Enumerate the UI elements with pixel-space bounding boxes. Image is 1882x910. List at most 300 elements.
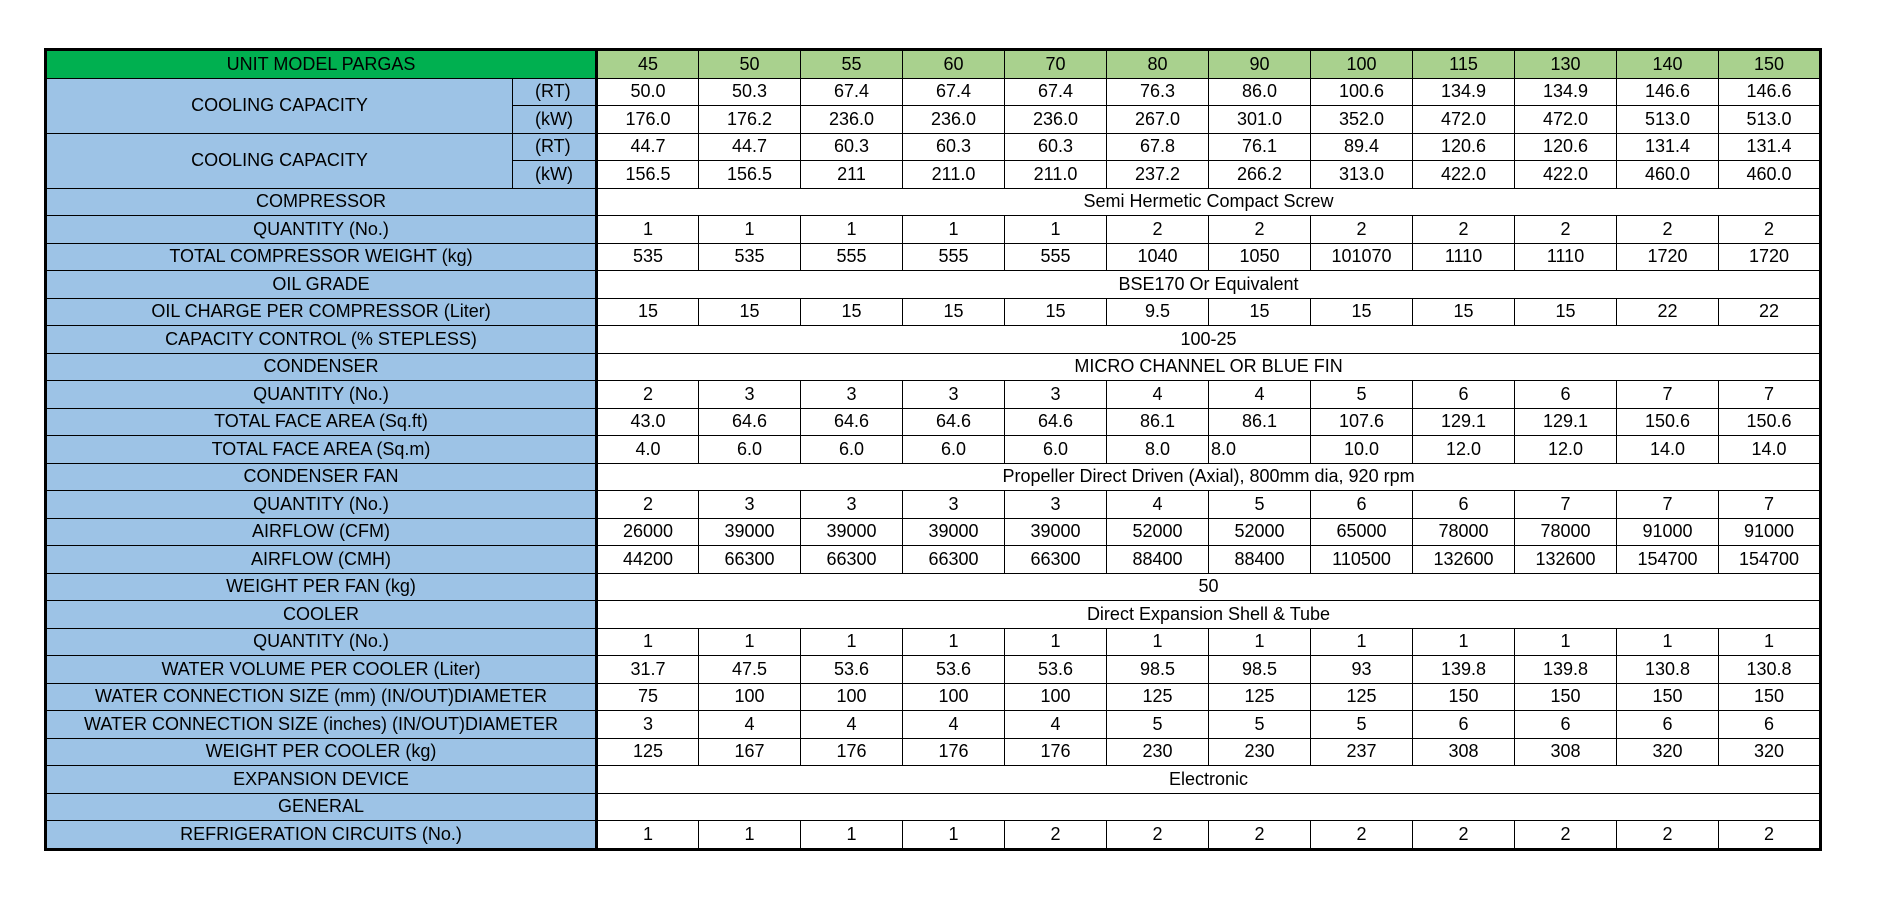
value-cell: 64.6 (1005, 408, 1107, 436)
value-cell: 12.0 (1515, 436, 1617, 464)
value-cell: 47.5 (699, 656, 801, 684)
value-cell: 31.7 (597, 656, 699, 684)
model-header-cell: 45 (597, 50, 699, 79)
value-cell: 6.0 (699, 436, 801, 464)
value-cell: 60.3 (801, 133, 903, 161)
value-cell: 2 (1107, 821, 1209, 850)
value-cell: 3 (801, 491, 903, 519)
value-cell: 130.8 (1617, 656, 1719, 684)
value-cell: 5 (1311, 711, 1413, 739)
span-value-cell: Direct Expansion Shell & Tube (597, 601, 1821, 629)
value-cell: 4 (1107, 381, 1209, 409)
row-label: COMPRESSOR (46, 188, 597, 216)
value-cell: 1110 (1515, 243, 1617, 271)
value-cell: 1 (699, 821, 801, 850)
value-cell: 91000 (1617, 518, 1719, 546)
value-cell: 352.0 (1311, 106, 1413, 134)
table-row (46, 766, 1821, 794)
table-row (46, 518, 1821, 546)
value-cell: 460.0 (1719, 161, 1821, 189)
value-cell: 313.0 (1311, 161, 1413, 189)
cooling-capacity-label: COOLING CAPACITY (46, 78, 513, 133)
row-label: TOTAL FACE AREA (Sq.m) (46, 436, 597, 464)
value-cell: 53.6 (1005, 656, 1107, 684)
value-cell: 1 (597, 821, 699, 850)
value-cell: 2 (1311, 216, 1413, 244)
value-cell: 88400 (1107, 546, 1209, 574)
row-label: EXPANSION DEVICE (46, 766, 597, 794)
value-cell: 86.1 (1107, 408, 1209, 436)
value-cell: 91000 (1719, 518, 1821, 546)
value-cell: 15 (1311, 298, 1413, 326)
value-cell: 7 (1719, 491, 1821, 519)
model-header-cell: 50 (699, 50, 801, 79)
value-cell: 146.6 (1719, 78, 1821, 106)
value-cell: 472.0 (1515, 106, 1617, 134)
value-cell: 2 (1413, 216, 1515, 244)
value-cell: 4 (801, 711, 903, 739)
table-row (46, 216, 1821, 244)
value-cell: 98.5 (1107, 656, 1209, 684)
value-cell: 513.0 (1719, 106, 1821, 134)
row-label: TOTAL COMPRESSOR WEIGHT (kg) (46, 243, 597, 271)
table-row (46, 326, 1821, 354)
table-row (46, 78, 1821, 106)
value-cell: 3 (1005, 491, 1107, 519)
value-cell: 7 (1617, 381, 1719, 409)
value-cell: 320 (1719, 738, 1821, 766)
value-cell: 64.6 (699, 408, 801, 436)
value-cell: 67.4 (801, 78, 903, 106)
value-cell: 6 (1413, 381, 1515, 409)
value-cell: 100 (903, 683, 1005, 711)
value-cell: 44.7 (597, 133, 699, 161)
unit-label: (kW) (513, 106, 597, 134)
value-cell: 211.0 (903, 161, 1005, 189)
value-cell: 44200 (597, 546, 699, 574)
spec-table-body (46, 50, 1821, 850)
value-cell: 120.6 (1413, 133, 1515, 161)
value-cell: 4 (699, 711, 801, 739)
value-cell: 1 (1719, 628, 1821, 656)
value-cell: 1 (699, 216, 801, 244)
value-cell: 230 (1107, 738, 1209, 766)
value-cell: 44.7 (699, 133, 801, 161)
value-cell: 1 (903, 628, 1005, 656)
value-cell: 422.0 (1515, 161, 1617, 189)
value-cell: 1 (699, 628, 801, 656)
value-cell: 10.0 (1311, 436, 1413, 464)
value-cell: 555 (1005, 243, 1107, 271)
table-row (46, 408, 1821, 436)
value-cell: 53.6 (801, 656, 903, 684)
value-cell: 1050 (1209, 243, 1311, 271)
model-header-cell: 115 (1413, 50, 1515, 79)
value-cell: 66300 (801, 546, 903, 574)
row-label: WEIGHT PER COOLER (kg) (46, 738, 597, 766)
spec-table (44, 48, 1822, 851)
value-cell: 1040 (1107, 243, 1209, 271)
value-cell: 6.0 (801, 436, 903, 464)
value-cell: 78000 (1413, 518, 1515, 546)
unit-label: (kW) (513, 161, 597, 189)
value-cell: 125 (1209, 683, 1311, 711)
value-cell: 150 (1719, 683, 1821, 711)
value-cell: 1 (1311, 628, 1413, 656)
model-header-cell: 55 (801, 50, 903, 79)
value-cell: 100 (699, 683, 801, 711)
value-cell: 67.4 (1005, 78, 1107, 106)
model-header-cell: 70 (1005, 50, 1107, 79)
value-cell: 86.0 (1209, 78, 1311, 106)
value-cell: 6 (1311, 491, 1413, 519)
value-cell: 64.6 (903, 408, 1005, 436)
value-cell: 1720 (1617, 243, 1719, 271)
value-cell: 6 (1515, 381, 1617, 409)
value-cell: 2 (1311, 821, 1413, 850)
value-cell: 14.0 (1719, 436, 1821, 464)
value-cell: 236.0 (801, 106, 903, 134)
value-cell: 1 (903, 216, 1005, 244)
value-cell: 39000 (801, 518, 903, 546)
table-row (46, 656, 1821, 684)
value-cell: 176 (801, 738, 903, 766)
value-cell: 150.6 (1719, 408, 1821, 436)
span-value-cell: MICRO CHANNEL OR BLUE FIN (597, 353, 1821, 381)
value-cell: 308 (1413, 738, 1515, 766)
table-row (46, 243, 1821, 271)
value-cell: 6 (1617, 711, 1719, 739)
value-cell: 236.0 (1005, 106, 1107, 134)
value-cell: 43.0 (597, 408, 699, 436)
value-cell: 3 (903, 491, 1005, 519)
value-cell: 6.0 (903, 436, 1005, 464)
value-cell: 146.6 (1617, 78, 1719, 106)
value-cell: 93 (1311, 656, 1413, 684)
table-row (46, 298, 1821, 326)
span-value-cell: 50 (597, 573, 1821, 601)
value-cell: 6.0 (1005, 436, 1107, 464)
table-row (46, 601, 1821, 629)
value-cell: 3 (903, 381, 1005, 409)
value-cell: 15 (903, 298, 1005, 326)
value-cell: 150 (1413, 683, 1515, 711)
value-cell: 1 (801, 216, 903, 244)
model-header-cell: 100 (1311, 50, 1413, 79)
value-cell: 3 (1005, 381, 1107, 409)
value-cell: 6 (1413, 711, 1515, 739)
value-cell: 22 (1617, 298, 1719, 326)
value-cell: 301.0 (1209, 106, 1311, 134)
value-cell: 1110 (1413, 243, 1515, 271)
value-cell: 76.1 (1209, 133, 1311, 161)
row-label: QUANTITY (No.) (46, 628, 597, 656)
value-cell: 156.5 (699, 161, 801, 189)
table-row (46, 683, 1821, 711)
value-cell: 39000 (1005, 518, 1107, 546)
table-row (46, 628, 1821, 656)
table-row (46, 381, 1821, 409)
value-cell: 422.0 (1413, 161, 1515, 189)
row-label: WATER CONNECTION SIZE (inches) (IN/OUT)DIAMETER (46, 711, 597, 739)
value-cell: 66300 (699, 546, 801, 574)
span-value-cell: Semi Hermetic Compact Screw (597, 188, 1821, 216)
value-cell: 4 (1107, 491, 1209, 519)
value-cell: 4 (903, 711, 1005, 739)
value-cell: 176.2 (699, 106, 801, 134)
value-cell: 15 (1413, 298, 1515, 326)
value-cell: 237 (1311, 738, 1413, 766)
value-cell: 110500 (1311, 546, 1413, 574)
row-label: OIL CHARGE PER COMPRESSOR (Liter) (46, 298, 597, 326)
value-cell: 267.0 (1107, 106, 1209, 134)
value-cell: 88400 (1209, 546, 1311, 574)
row-label: QUANTITY (No.) (46, 381, 597, 409)
value-cell: 1 (1413, 628, 1515, 656)
value-cell: 2 (1719, 821, 1821, 850)
value-cell: 6 (1719, 711, 1821, 739)
value-cell: 1 (903, 821, 1005, 850)
value-cell: 156.5 (597, 161, 699, 189)
row-label: AIRFLOW (CFM) (46, 518, 597, 546)
value-cell: 12.0 (1413, 436, 1515, 464)
span-value-cell: BSE170 Or Equivalent (597, 271, 1821, 299)
unit-label: (RT) (513, 133, 597, 161)
value-cell: 134.9 (1413, 78, 1515, 106)
value-cell: 132600 (1413, 546, 1515, 574)
value-cell: 125 (597, 738, 699, 766)
value-cell: 66300 (903, 546, 1005, 574)
value-cell: 3 (597, 711, 699, 739)
value-cell: 2 (1617, 821, 1719, 850)
value-cell: 100.6 (1311, 78, 1413, 106)
value-cell: 3 (801, 381, 903, 409)
value-cell: 64.6 (801, 408, 903, 436)
value-cell: 125 (1107, 683, 1209, 711)
value-cell: 2 (1719, 216, 1821, 244)
value-cell: 535 (699, 243, 801, 271)
value-cell: 150 (1617, 683, 1719, 711)
value-cell: 2 (597, 491, 699, 519)
value-cell: 555 (903, 243, 1005, 271)
value-cell: 1 (1005, 628, 1107, 656)
value-cell: 139.8 (1413, 656, 1515, 684)
value-cell: 131.4 (1719, 133, 1821, 161)
row-label: GENERAL (46, 793, 597, 821)
value-cell: 75 (597, 683, 699, 711)
value-cell: 131.4 (1617, 133, 1719, 161)
value-cell: 78000 (1515, 518, 1617, 546)
value-cell: 154700 (1617, 546, 1719, 574)
value-cell: 2 (1107, 216, 1209, 244)
table-row (46, 463, 1821, 491)
value-cell: 98.5 (1209, 656, 1311, 684)
value-cell: 211 (801, 161, 903, 189)
row-label: QUANTITY (No.) (46, 216, 597, 244)
value-cell: 120.6 (1515, 133, 1617, 161)
row-label: WEIGHT PER FAN (kg) (46, 573, 597, 601)
table-row (46, 793, 1821, 821)
row-label: COOLER (46, 601, 597, 629)
span-value-cell: 100-25 (597, 326, 1821, 354)
value-cell: 320 (1617, 738, 1719, 766)
value-cell: 15 (801, 298, 903, 326)
table-row (46, 188, 1821, 216)
value-cell: 5 (1311, 381, 1413, 409)
model-header-cell: 140 (1617, 50, 1719, 79)
value-cell: 8.0 (1107, 436, 1209, 464)
row-label: WATER CONNECTION SIZE (mm) (IN/OUT)DIAMETER (46, 683, 597, 711)
value-cell: 3 (699, 381, 801, 409)
spec-table-container (44, 48, 1819, 851)
value-cell: 5 (1209, 491, 1311, 519)
value-cell: 1 (1005, 216, 1107, 244)
value-cell: 15 (699, 298, 801, 326)
value-cell: 211.0 (1005, 161, 1107, 189)
span-value-cell: Propeller Direct Driven (Axial), 800mm dia, 920 rpm (597, 463, 1821, 491)
value-cell: 2 (1209, 821, 1311, 850)
table-row (46, 271, 1821, 299)
value-cell: 7 (1719, 381, 1821, 409)
value-cell: 50.0 (597, 78, 699, 106)
row-label: CONDENSER FAN (46, 463, 597, 491)
span-value-cell: Electronic (597, 766, 1821, 794)
cooling-capacity-label: COOLING CAPACITY (46, 133, 513, 188)
value-cell: 134.9 (1515, 78, 1617, 106)
value-cell: 236.0 (903, 106, 1005, 134)
value-cell: 86.1 (1209, 408, 1311, 436)
value-cell: 176 (1005, 738, 1107, 766)
value-cell: 107.6 (1311, 408, 1413, 436)
value-cell: 1 (1515, 628, 1617, 656)
value-cell: 4.0 (597, 436, 699, 464)
table-row (46, 133, 1821, 161)
value-cell: 1720 (1719, 243, 1821, 271)
model-header-cell: 80 (1107, 50, 1209, 79)
row-label: TOTAL FACE AREA (Sq.ft) (46, 408, 597, 436)
value-cell: 7 (1617, 491, 1719, 519)
row-label: CONDENSER (46, 353, 597, 381)
value-cell: 6 (1515, 711, 1617, 739)
value-cell: 1 (801, 628, 903, 656)
value-cell: 129.1 (1413, 408, 1515, 436)
value-cell: 139.8 (1515, 656, 1617, 684)
value-cell: 1 (1617, 628, 1719, 656)
value-cell: 60.3 (1005, 133, 1107, 161)
value-cell: 39000 (903, 518, 1005, 546)
value-cell: 60.3 (903, 133, 1005, 161)
value-cell: 22 (1719, 298, 1821, 326)
value-cell: 66300 (1005, 546, 1107, 574)
value-cell: 76.3 (1107, 78, 1209, 106)
value-cell: 176.0 (597, 106, 699, 134)
value-cell: 100 (801, 683, 903, 711)
value-cell: 150 (1515, 683, 1617, 711)
table-row (46, 436, 1821, 464)
model-header-cell: 130 (1515, 50, 1617, 79)
header-label: UNIT MODEL PARGAS (46, 50, 597, 79)
value-cell: 53.6 (903, 656, 1005, 684)
value-cell: 460.0 (1617, 161, 1719, 189)
table-row (46, 738, 1821, 766)
value-cell: 555 (801, 243, 903, 271)
value-cell: 15 (597, 298, 699, 326)
value-cell: 266.2 (1209, 161, 1311, 189)
value-cell: 176 (903, 738, 1005, 766)
value-cell: 2 (1515, 821, 1617, 850)
table-row (46, 711, 1821, 739)
table-row (46, 353, 1821, 381)
value-cell: 101070 (1311, 243, 1413, 271)
value-cell: 52000 (1209, 518, 1311, 546)
row-label: OIL GRADE (46, 271, 597, 299)
value-cell: 472.0 (1413, 106, 1515, 134)
value-cell: 8.0 (1209, 436, 1311, 464)
span-value-cell (597, 793, 1821, 821)
value-cell: 1 (1209, 628, 1311, 656)
value-cell: 2 (1515, 216, 1617, 244)
value-cell: 15 (1209, 298, 1311, 326)
table-row (46, 491, 1821, 519)
table-row (46, 573, 1821, 601)
header-row (46, 50, 1821, 79)
row-label: CAPACITY CONTROL (% STEPLESS) (46, 326, 597, 354)
value-cell: 130.8 (1719, 656, 1821, 684)
model-header-cell: 150 (1719, 50, 1821, 79)
value-cell: 67.8 (1107, 133, 1209, 161)
value-cell: 5 (1107, 711, 1209, 739)
value-cell: 67.4 (903, 78, 1005, 106)
value-cell: 308 (1515, 738, 1617, 766)
value-cell: 4 (1005, 711, 1107, 739)
value-cell: 6 (1413, 491, 1515, 519)
value-cell: 52000 (1107, 518, 1209, 546)
value-cell: 100 (1005, 683, 1107, 711)
value-cell: 65000 (1311, 518, 1413, 546)
row-label: AIRFLOW (CMH) (46, 546, 597, 574)
value-cell: 26000 (597, 518, 699, 546)
value-cell: 167 (699, 738, 801, 766)
model-header-cell: 90 (1209, 50, 1311, 79)
value-cell: 513.0 (1617, 106, 1719, 134)
value-cell: 1 (597, 628, 699, 656)
value-cell: 15 (1515, 298, 1617, 326)
row-label: WATER VOLUME PER COOLER (Liter) (46, 656, 597, 684)
value-cell: 2 (1413, 821, 1515, 850)
value-cell: 2 (597, 381, 699, 409)
value-cell: 535 (597, 243, 699, 271)
table-row (46, 821, 1821, 850)
value-cell: 39000 (699, 518, 801, 546)
value-cell: 132600 (1515, 546, 1617, 574)
value-cell: 1 (801, 821, 903, 850)
value-cell: 2 (1209, 216, 1311, 244)
value-cell: 237.2 (1107, 161, 1209, 189)
value-cell: 89.4 (1311, 133, 1413, 161)
value-cell: 4 (1209, 381, 1311, 409)
value-cell: 129.1 (1515, 408, 1617, 436)
value-cell: 2 (1617, 216, 1719, 244)
value-cell: 7 (1515, 491, 1617, 519)
value-cell: 14.0 (1617, 436, 1719, 464)
value-cell: 2 (1005, 821, 1107, 850)
unit-label: (RT) (513, 78, 597, 106)
value-cell: 154700 (1719, 546, 1821, 574)
value-cell: 1 (1107, 628, 1209, 656)
row-label: REFRIGERATION CIRCUITS (No.) (46, 821, 597, 850)
value-cell: 9.5 (1107, 298, 1209, 326)
value-cell: 5 (1209, 711, 1311, 739)
